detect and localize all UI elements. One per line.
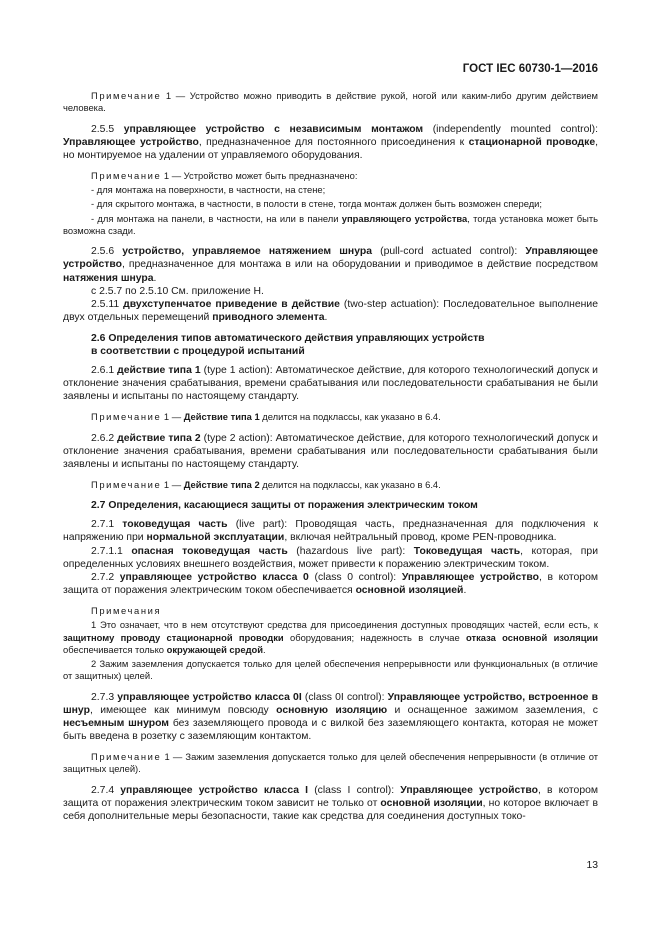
block-text: 2.5.5 управляющее устройство с независимым монтажом (independently mounted control): Управляющее устройство, предназначенное для постоянного присоединения к стационарной проводке, но монтируемое на удалении от управляемого оборудования. xyxy=(63,123,598,161)
section-heading xyxy=(91,499,598,512)
note-paragraph xyxy=(63,751,598,776)
note-paragraph xyxy=(63,184,598,196)
block-text: 2.6.2 действие типа 2 (type 2 action): Автоматическое действие, для которого технологический допуск и отклонение значения срабатывания, времени срабатывания или последовательности срабатывания были заявлены и испытаны по настоящему стандарту. xyxy=(63,432,598,470)
note-paragraph xyxy=(63,411,598,423)
block-text: - для монтажа на панели, в частности, на или в панели управляющего устройства, тогда установка может быть возможна сзади. xyxy=(63,212,598,237)
block-text: 2.6.1 действие типа 1 (type 1 action): Автоматическое действие, для которого технологический допуск и отклонение значения срабатывания, времени срабатывания или последовательности срабатывания не были заявлены и испытаны по настоящему стандарту. xyxy=(63,365,598,403)
definition-paragraph xyxy=(63,364,598,403)
block-text: 1 — Устройство может быть предназначено: xyxy=(163,169,358,181)
note-paragraph xyxy=(63,619,598,656)
note-paragraph xyxy=(63,605,598,617)
definition-paragraph xyxy=(63,691,598,743)
document-body xyxy=(63,90,598,831)
block-text: - для скрытого монтажа, в частности, в полости в стене, тогда монтаж должен быть возможен спереди; xyxy=(91,198,543,210)
note-label: Примечание xyxy=(91,478,162,490)
definition-paragraph xyxy=(63,123,598,162)
note-paragraph xyxy=(63,658,598,683)
definition-paragraph xyxy=(63,285,598,298)
definition-paragraph xyxy=(63,571,598,597)
block-text: 2 Зажим заземления допускается только для целей обеспечения непрерывности или функциональных (в отличие от защитных) целей. xyxy=(63,658,598,682)
definition-paragraph xyxy=(63,784,598,823)
definition-paragraph xyxy=(63,432,598,471)
note-paragraph xyxy=(63,479,598,491)
definition-paragraph xyxy=(63,518,598,544)
note-label: Примечание xyxy=(91,90,162,101)
block-text: 2.7 Определения, касающиеся защиты от поражения электрическим током xyxy=(91,500,478,512)
note-label: Примечание xyxy=(91,169,162,181)
block-text: - для монтажа на поверхности, в частности, на стене; xyxy=(91,184,326,196)
block-text: 2.5.11 двухступенчатое приведение в действие (two-step actuation): Последовательное выполнение двух отдельных перемещений приводного элемента. xyxy=(63,298,598,323)
block-text: 2.7.1 токоведущая часть (live part): Проводящая часть, предназначенная для подключения к напряжению при нормальной эксплуатации, включая нейтральный провод, кроме PEN-проводника. xyxy=(63,519,599,544)
note-label: Примечание xyxy=(91,411,162,423)
standard-designation: ГОСТ IEC 60730-1—2016 xyxy=(462,63,598,75)
block-text: 1 — Устройство можно приводить в действие рукой, ногой или каким-либо другим действием человека. xyxy=(63,90,599,114)
note-paragraph xyxy=(63,213,598,238)
note-paragraph xyxy=(63,198,598,210)
section-heading xyxy=(91,332,598,358)
block-text: 2.5.6 устройство, управляемое натяжением шнура (pull-cord actuated control): Управляющее устройство, предназначенное для монтажа в или на оборудовании и приводимое в действие посредством натяжения шнура. xyxy=(63,246,598,284)
definition-paragraph xyxy=(63,298,598,324)
block-text: 2.7.4 управляющее устройство класса I (class I control): Управляющее устройство, в котором защита от поражения электрическим током зависит не только от основной изоляции, но которое включает в себя дополнительные меры безопасности, такие как средства для соединения доступных токо- xyxy=(63,784,599,822)
block-text: 1 — Зажим заземления допускается только для целей обеспечения непрерывности (в отличие от защитных целей). xyxy=(63,751,598,775)
block-text: с 2.5.7 по 2.5.10 См. приложение Н. xyxy=(91,285,264,297)
note-label: Примечания xyxy=(91,604,162,616)
page-number: 13 xyxy=(586,860,598,871)
block-text: 2.7.2 управляющее устройство класса 0 (class 0 control): Управляющее устройство, в котором защита от поражения электрическим током обеспечивается основной изоляцией. xyxy=(63,571,599,596)
block-text: 2.7.1.1 опасная токоведущая часть (hazardous live part): Токоведущая часть, которая, при определенных условиях внешнего воздействия, может привести к поражению электрическим током. xyxy=(63,545,599,570)
block-text: 2.6 Определения типов автоматического действия управляющих устройств в соответствии с процедурой испытаний xyxy=(91,332,485,358)
block-text: 1 — Действие типа 1 делится на подклассы, как указано в 6.4. xyxy=(163,411,441,423)
block-text: 1 Это означает, что в нем отсутствуют средства для присоединения доступных проводящих частей, если есть, к защитному проводу стационарной проводки оборудования; надежность в случае отказа основной изоляции обеспечивается только окружающей средой. xyxy=(63,619,598,655)
note-paragraph xyxy=(63,90,598,115)
note-paragraph xyxy=(63,170,598,182)
block-text: 2.7.3 управляющее устройство класса 0I (class 0I control): Управляющее устройство, встроенное в шнур, имеющее как минимум повсюду основную изоляцию и оснащенное зажимом заземления, с несъемным шнуром без заземляющего провода и с вилкой без заземляющего контакта, которая не может быть введена в розетку с заземляющим контактом. xyxy=(63,691,599,742)
definition-paragraph xyxy=(63,545,598,571)
note-label: Примечание xyxy=(91,751,162,763)
block-text: 1 — Действие типа 2 делится на подклассы, как указано в 6.4. xyxy=(163,478,441,490)
definition-paragraph xyxy=(63,245,598,284)
